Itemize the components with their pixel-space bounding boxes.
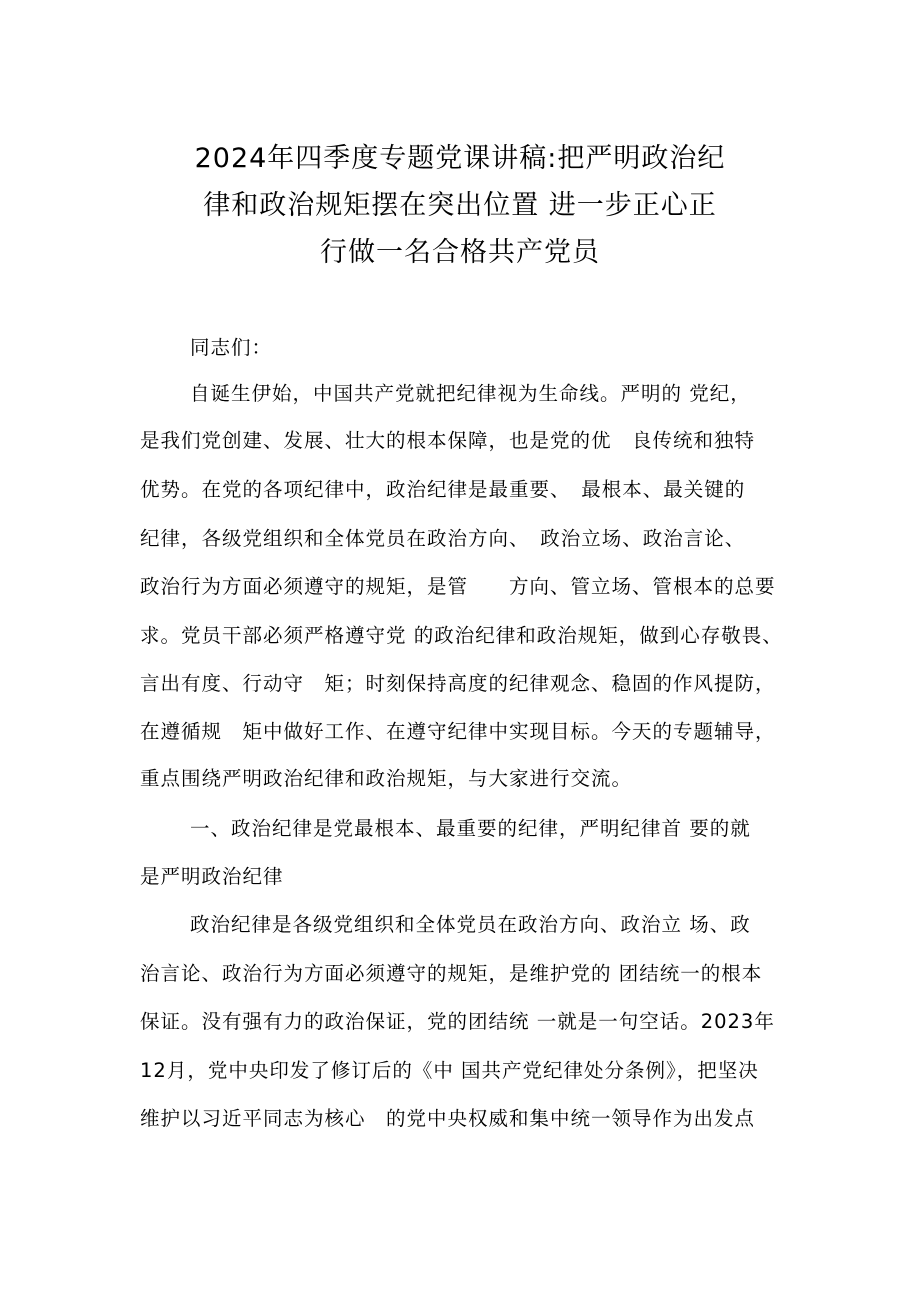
document-title-line-3: 行做一名合格共产党员 xyxy=(320,237,600,268)
body-line: 是我们党创建、发展、壮大的根本保障，也是党的优 良传统和独特 xyxy=(140,429,756,452)
body-line: 政治纪律是各级党组织和全体党员在政治方向、政治立 场、政 xyxy=(190,913,751,936)
body-line: 在遵循规 矩中做好工作、在遵守纪律中实现目标。今天的专题辅导， xyxy=(140,720,776,743)
body-line: 重点围绕严明政治纪律和政治规矩，与大家进行交流。 xyxy=(140,767,633,790)
body-line: 自诞生伊始，中国共产党就把纪律视为生命线。严明的 党纪， xyxy=(190,382,751,405)
body-line: 治言论、政治行为方面必须遵守的规矩，是维护党的 团结统一的根本 xyxy=(140,962,763,985)
body-line: 12月，党中央印发了修订后的《中 国共产党纪律处分条例》，把坚决 xyxy=(140,1059,759,1082)
body-line: 言出有度、行动守 矩；时刻保持高度的纪律观念、稳固的作风提防， xyxy=(140,672,776,695)
body-line: 优势。在党的各项纪律中，政治纪律是最重要、 最根本、最关键的 xyxy=(140,478,746,501)
body-line: 维护以习近平同志为核心 的党中央权威和集中统一领导作为出发点 xyxy=(140,1107,756,1130)
body-line: 政治行为方面必须遵守的规矩，是管 方向、管立场、管根本的总要 xyxy=(140,575,776,598)
document-title-line-2: 律和政治规矩摆在突出位置 进一步正心正 xyxy=(203,190,717,221)
section-heading-line: 是严明政治纪律 xyxy=(140,865,284,888)
body-line: 纪律，各级党组织和全体党员在政治方向、 政治立场、政治言论、 xyxy=(140,527,746,550)
body-line: 保证。没有强有力的政治保证，党的团结统 一就是一句空话。2023年 xyxy=(140,1010,775,1033)
body-line: 求。党员干部必须严格遵守党 的政治纪律和政治规矩，做到心存敬畏、 xyxy=(140,624,783,647)
document-title-line-1: 2024年四季度专题党课讲稿:把严明政治纪 xyxy=(194,143,726,174)
section-heading-line: 一、政治纪律是党最根本、最重要的纪律，严明纪律首 要的就 xyxy=(190,817,751,840)
salutation: 同志们： xyxy=(190,336,273,359)
